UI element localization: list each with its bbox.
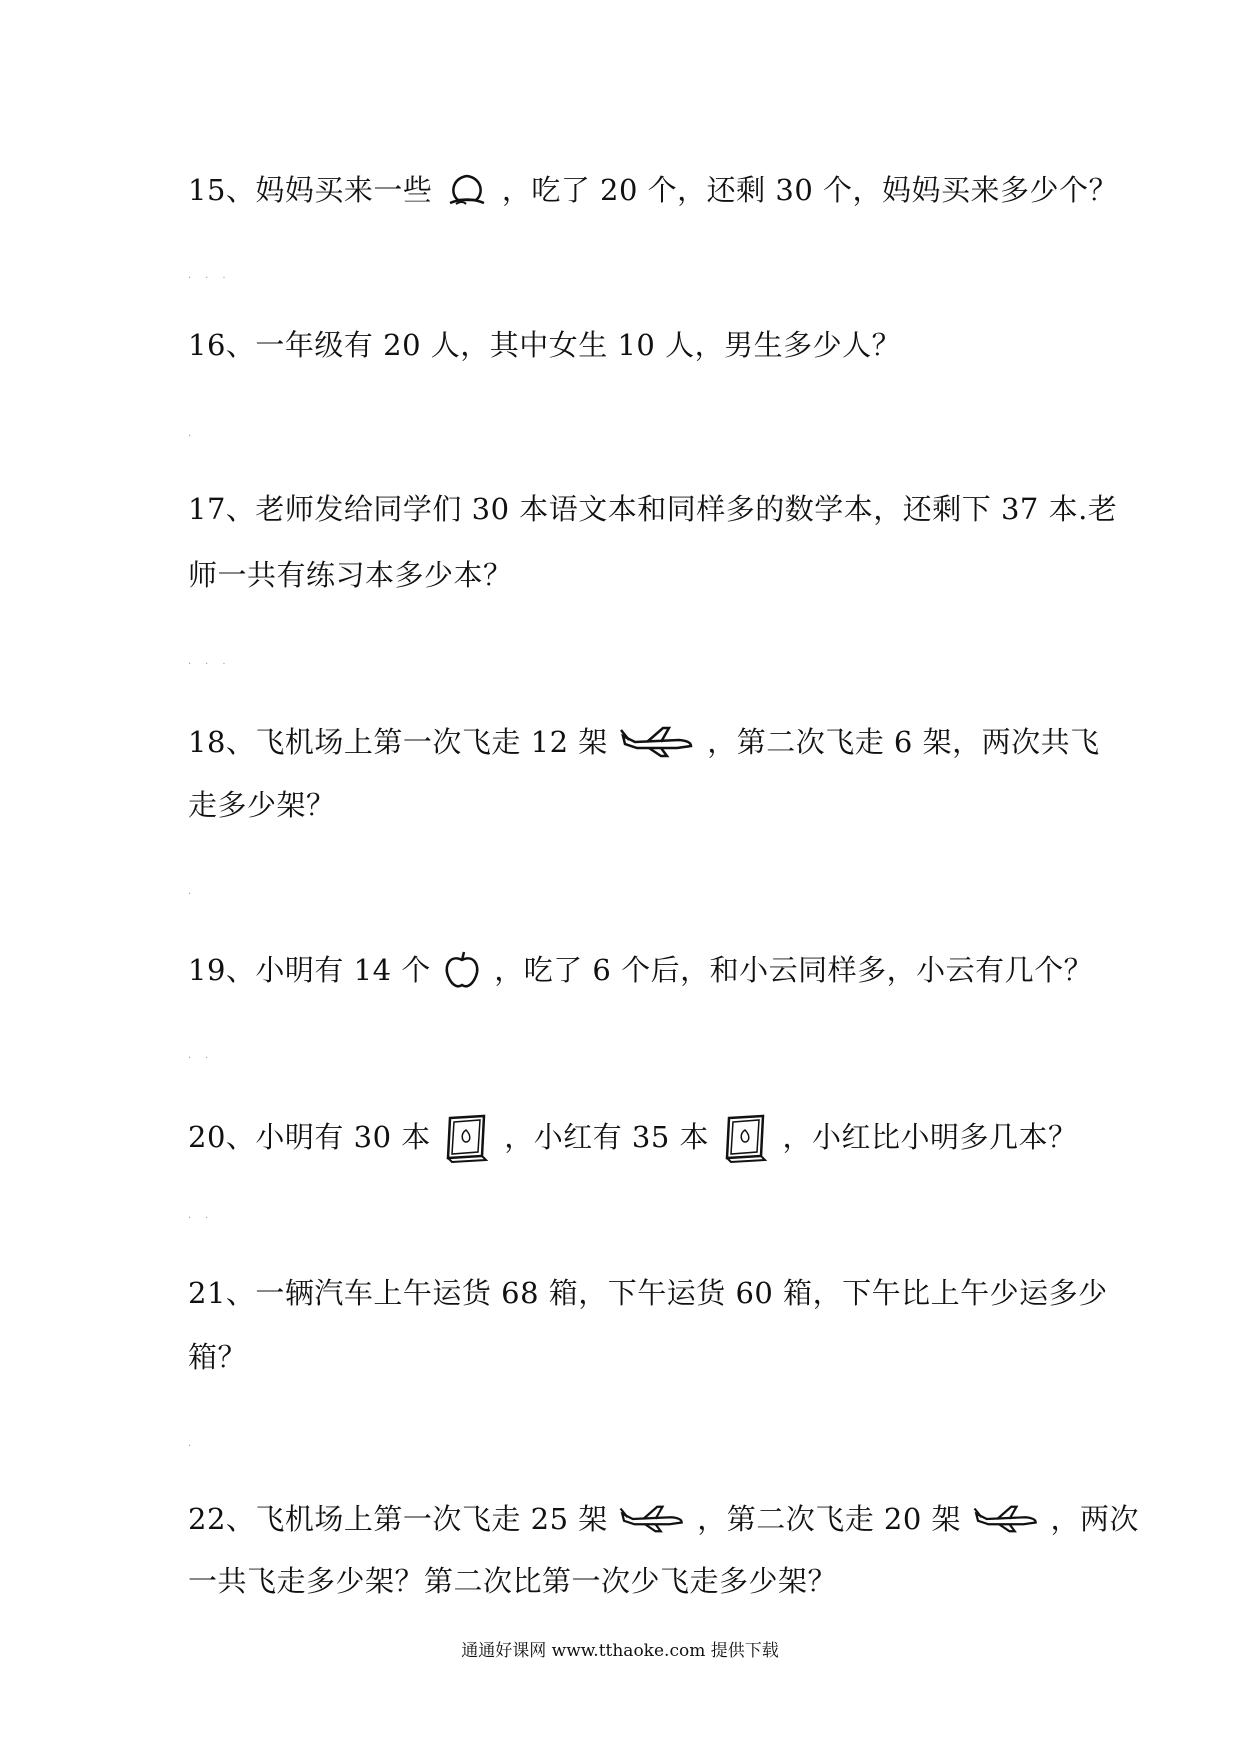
problem-21-text-2: 箱？ [188,1340,248,1374]
problem-15-text-a: 15、妈妈买来一些 [188,173,433,207]
book-icon [719,1110,773,1164]
apple-icon [440,948,484,992]
problem-18-text-2: 走多少架？ [188,788,336,822]
airplane-icon [617,722,697,762]
problem-22-line-2 [188,1562,837,1598]
dot-marks: . [188,1438,206,1449]
problem-20-text-b: ，小红有 35 本 [504,1120,710,1154]
problem-22-text-2: 一共飞走多少架？第二次比第一次少飞走多少架？ [188,1564,838,1598]
dot-marks: . [188,428,206,439]
problem-18-text-b: ，第二次飞走 6 架，两次共飞 [707,725,1100,759]
dot-marks: .. [188,1210,223,1221]
problem-16-text: 16、一年级有 20 人，其中女生 10 人，男生多少人？ [188,328,902,362]
problem-20-text-a: 20、小明有 30 本 [188,1120,431,1154]
problem-17-text-1: 17、老师发给同学们 30 本语文本和同样多的数学本，还剩下 37 本.老 [188,492,1118,526]
problem-17-line-1 [188,490,1117,526]
problem-22-text-b: ，第二次飞走 20 架 [697,1502,962,1536]
page-footer: 通通好课网 www.tthaoke.com 提供下载 [461,1641,779,1661]
dot-marks: .. [188,1050,223,1061]
problem-19-text-a: 19、小明有 14 个 [188,953,431,987]
problem-15 [188,170,1118,210]
problem-17-line-2 [188,556,513,592]
peach-icon [442,170,492,210]
airplane-icon [617,1501,687,1537]
problem-18-text-a: 18、飞机场上第一次飞走 12 架 [188,725,608,759]
dot-marks: ... [188,656,240,667]
problem-15-text-b: ，吃了 20 个，还剩 30 个，妈妈买来多少个？ [501,173,1119,207]
book-icon [440,1110,494,1164]
dot-marks: . [188,886,206,897]
problem-21-text-1: 21、一辆汽车上午运货 68 箱，下午运货 60 箱，下午比上午少运多少 [188,1276,1108,1310]
problem-17-text-2: 师一共有练习本多少本？ [188,558,513,592]
problem-20-text-c: ，小红比小明多几本？ [782,1120,1078,1154]
problem-16 [188,326,901,362]
problem-22-text-a: 22、飞机场上第一次飞走 25 架 [188,1502,608,1536]
problem-19-text-b: ，吃了 6 个后，和小云同样多，小云有几个？ [494,953,1094,987]
problem-22-text-c: ，两次 [1050,1502,1139,1536]
problem-22-line-1 [188,1500,1139,1537]
dot-marks: ... [188,270,240,281]
problem-19 [188,948,1093,992]
problem-21-line-2 [188,1338,247,1374]
airplane-icon [971,1501,1041,1537]
problem-18-line-1 [188,722,1100,762]
problem-20 [188,1110,1077,1164]
problem-18-line-2 [188,786,336,822]
problem-21-line-1 [188,1274,1108,1310]
